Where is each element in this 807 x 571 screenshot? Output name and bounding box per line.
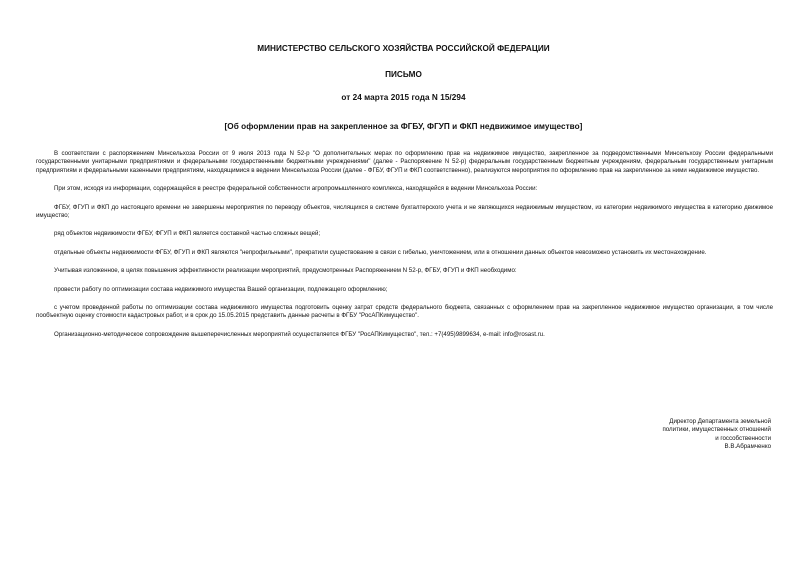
paragraph-4: ряд объектов недвижимости ФГБУ, ФГУП и ФКП является составной частью сложных вещей;	[54, 230, 321, 238]
issuing-ministry: МИНИСТЕРСТВО СЕЛЬСКОГО ХОЗЯЙСТВА РОССИЙСКОЙ ФЕДЕРАЦИИ	[257, 44, 550, 53]
paragraph-9: Организационно-методическое сопровождение вышеперечисленных мероприятий осуществляется ФГБУ "РосАПКимущество", тел.: +7(495)9899634, e-mail: info@rosast.ru.	[54, 330, 545, 338]
signatory-name: В.В.Абрамченко	[724, 443, 771, 451]
paragraph-7: провести работу по оптимизации состава недвижимого имущества Вашей организации, подлежащего оформлению;	[54, 285, 388, 293]
paragraph-6: Учитывая изложенное, в целях повышения эффективности реализации мероприятий, предусмотренных Распоряжением N 52-р, ФГБУ, ФГУП и ФКП необходимо:	[54, 267, 517, 275]
document-subject: [Об оформлении прав на закрепленное за ФГБУ, ФГУП и ФКП недвижимое имущество]	[224, 122, 583, 131]
paragraph-2: При этом, исходя из информации, содержащейся в реестре федеральной собственности агропромышленного комплекса, находящейся в ведении Минсельхоза России:	[54, 185, 538, 193]
signature-title-line-2: политики, имущественных отношений	[662, 426, 771, 434]
paragraph-5: отдельные объекты недвижимости ФГБУ, ФГУП и ФКП являются "непрофильными", прекратили существование в связи с гибелью, уничтожением, или в отношении данных объектов невозможно установить их местонахождение.	[54, 248, 707, 256]
paragraph-1: В соответствии с распоряжением Минсельхоза России от 9 июля 2013 года N 52-р "О дополнительных мерах по оформлению прав на недвижимое имущество, закрепленное за подведомственными Минсельхозу России федеральными государственными унитарными предприятиями и федеральными государственными бюджетными учреждениями" (далее - Распоряжение N 52-р) федеральным государственным бюджетным учреждениям, федеральным государственным унитарным предприятиям и федеральными казенными предприятиям, находящимися в ведении Минсельхоза России (далее - ФГБУ, ФГУП и ФКП соответственно), реализуются мероприятия по оформлению прав на закрепленное за ними недвижимое имущество.	[36, 150, 773, 174]
letter-body	[36, 150, 773, 349]
signature-title-line-3: и госсобственности	[715, 434, 771, 442]
document-date-number: от 24 марта 2015 года N 15/294	[341, 93, 466, 102]
signature-block	[551, 418, 771, 452]
document-type: ПИСЬМО	[385, 70, 422, 79]
paragraph-3: ФГБУ, ФГУП и ФКП до настоящего времени не завершены мероприятия по переводу объектов, числящихся в системе бухгалтерского учета и не являющихся недвижимым имуществом, из категории недвижимого имущества в категорию движимое имущество;	[36, 203, 773, 220]
paragraph-8: с учетом проведенной работы по оптимизации состава недвижимого имущества подготовить оценку затрат средств федерального бюджета, связанных с оформлением прав на закрепленное недвижимое имущество организации, в том числе пообъектную оценку стоимости кадастровых работ, и в срок до 15.05.2015 представить данные расчеты в ФГБУ "РосАПКимущество".	[36, 304, 773, 320]
signature-title-line-1: Директор Департамента земельной	[669, 418, 771, 425]
